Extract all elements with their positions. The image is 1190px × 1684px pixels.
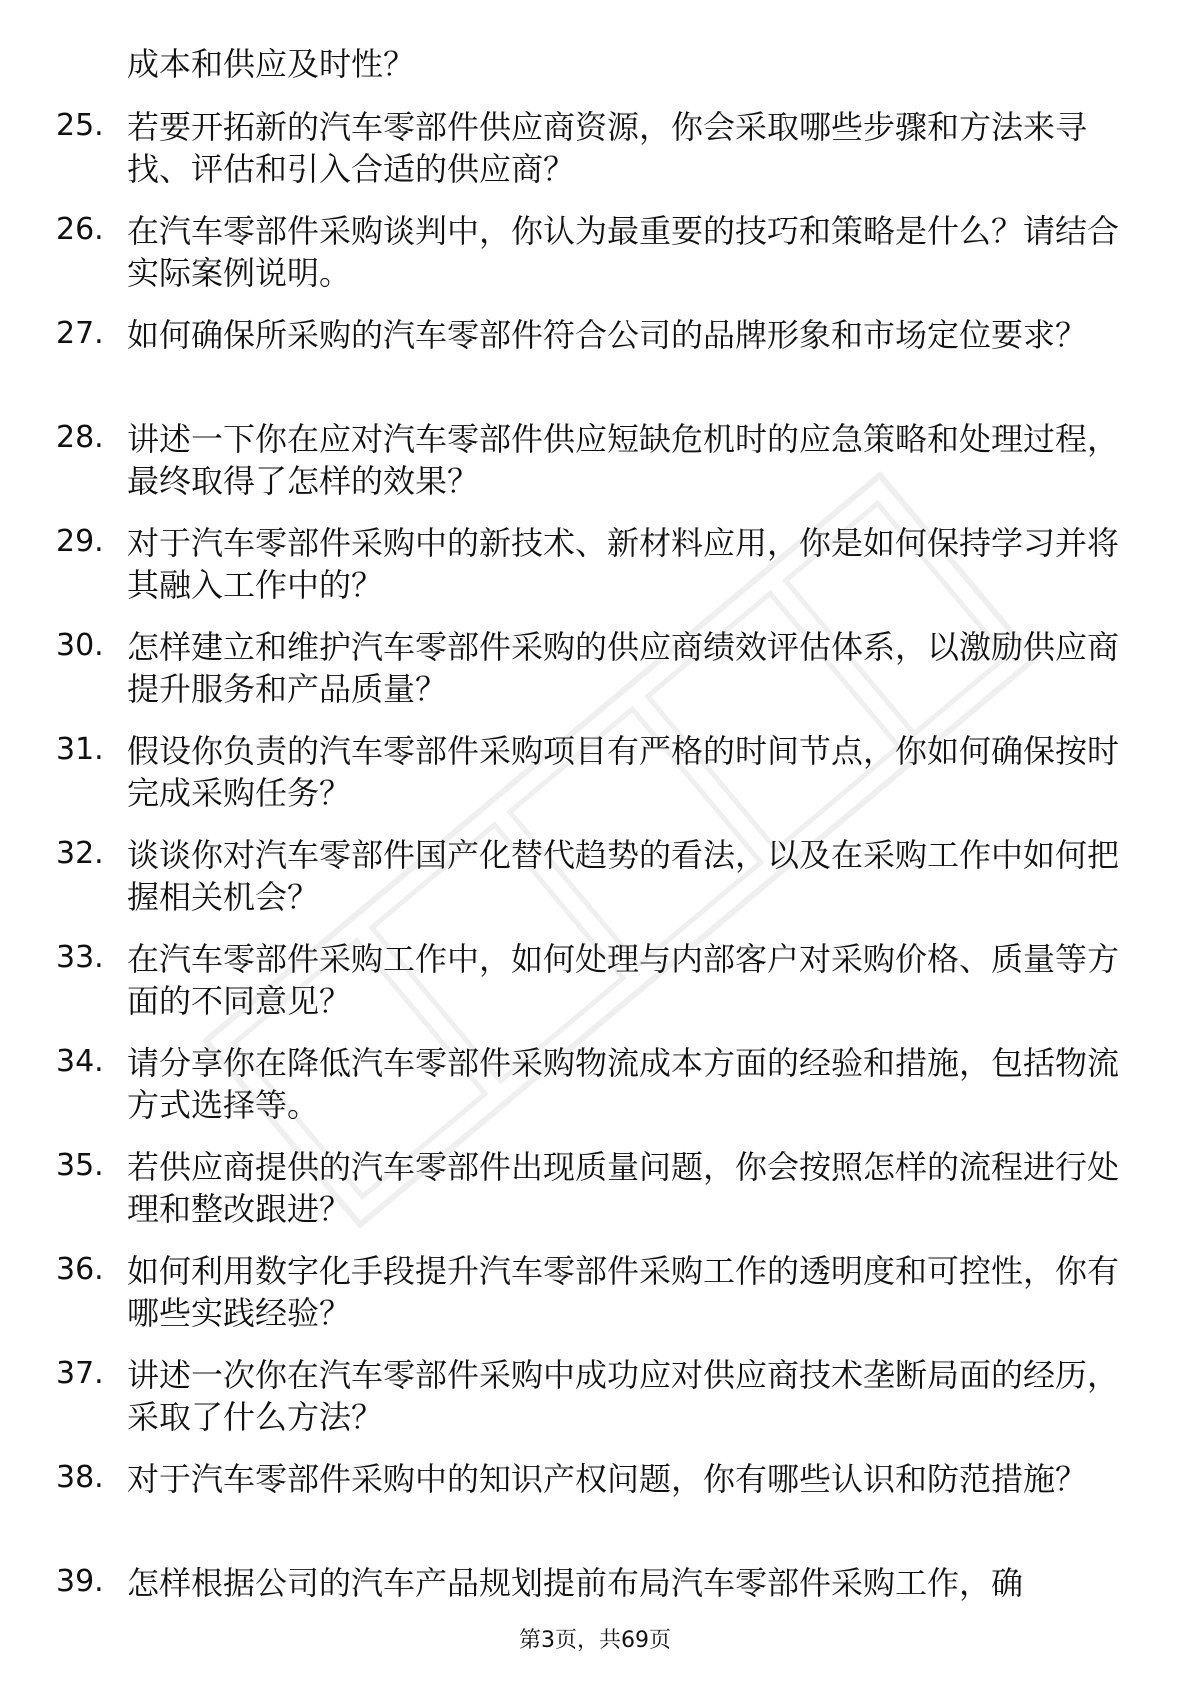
question-text: 对于汽车零部件采购中的新技术、新材料应用，你是如何保持学习并将其融入工作中的？ bbox=[127, 524, 1120, 604]
question-item bbox=[56, 626, 1126, 730]
question-item bbox=[56, 834, 1126, 938]
question-item bbox=[56, 1354, 1126, 1458]
question-number: 36. bbox=[56, 1252, 104, 1287]
question-item bbox=[56, 106, 1126, 210]
question-item bbox=[56, 522, 1126, 626]
question-text: 对于汽车零部件采购中的知识产权问题，你有哪些认识和防范措施？ bbox=[127, 1460, 1088, 1498]
question-number: 37. bbox=[56, 1356, 104, 1391]
question-text: 若要开拓新的汽车零部件供应商资源，你会采取哪些步骤和方法来寻找、评估和引入合适的供应商？ bbox=[127, 108, 1088, 188]
question-number: 39. bbox=[56, 1564, 104, 1599]
question-item bbox=[56, 1042, 1126, 1146]
question-number: 33. bbox=[56, 940, 104, 975]
question-number: 31. bbox=[56, 732, 104, 767]
question-text: 如何利用数字化手段提升汽车零部件采购工作的透明度和可控性，你有哪些实践经验？ bbox=[127, 1252, 1120, 1332]
question-text: 请分享你在降低汽车零部件采购物流成本方面的经验和措施，包括物流方式选择等。 bbox=[127, 1044, 1120, 1124]
question-text: 在汽车零部件采购工作中，如何处理与内部客户对采购价格、质量等方面的不同意见？ bbox=[127, 940, 1120, 1020]
question-number: 29. bbox=[56, 524, 104, 559]
question-item bbox=[56, 730, 1126, 834]
question-item bbox=[56, 938, 1126, 1042]
question-text: 怎样建立和维护汽车零部件采购的供应商绩效评估体系，以激励供应商提升服务和产品质量？ bbox=[127, 628, 1120, 708]
question-number: 26. bbox=[56, 212, 104, 247]
question-text: 假设你负责的汽车零部件采购项目有严格的时间节点，你如何确保按时完成采购任务？ bbox=[127, 732, 1120, 812]
question-text: 在汽车零部件采购谈判中，你认为最重要的技巧和策略是什么？请结合实际案例说明。 bbox=[127, 212, 1120, 292]
question-text: 讲述一下你在应对汽车零部件供应短缺危机时的应急策略和处理过程，最终取得了怎样的效果？ bbox=[127, 420, 1120, 500]
question-item bbox=[56, 210, 1126, 314]
question-text: 谈谈你对汽车零部件国产化替代趋势的看法，以及在采购工作中如何把握相关机会？ bbox=[127, 836, 1120, 916]
question-item bbox=[56, 1458, 1126, 1562]
question-number: 35. bbox=[56, 1148, 104, 1183]
question-number: 32. bbox=[56, 836, 104, 871]
question-text: 若供应商提供的汽车零部件出现质量问题，你会按照怎样的流程进行处理和整改跟进？ bbox=[127, 1148, 1120, 1228]
question-number: 34. bbox=[56, 1044, 104, 1079]
question-number: 25. bbox=[56, 108, 104, 143]
question-text: 如何确保所采购的汽车零部件符合公司的品牌形象和市场定位要求？ bbox=[127, 316, 1088, 354]
question-list bbox=[56, 106, 1126, 1618]
question-item bbox=[56, 314, 1126, 418]
page-footer: 第3页，共69页 bbox=[519, 1628, 671, 1653]
question-item bbox=[56, 418, 1126, 522]
question-number: 27. bbox=[56, 316, 104, 351]
question-number: 30. bbox=[56, 628, 104, 663]
question-number: 38. bbox=[56, 1460, 104, 1495]
question-text: 讲述一次你在汽车零部件采购中成功应对供应商技术垄断局面的经历，采取了什么方法？ bbox=[127, 1356, 1120, 1436]
question-item bbox=[56, 1146, 1126, 1250]
question-text: 怎样根据公司的汽车产品规划提前布局汽车零部件采购工作，确 bbox=[127, 1564, 1024, 1602]
continuation-text: 成本和供应及时性？ bbox=[127, 45, 416, 83]
question-item bbox=[56, 1250, 1126, 1354]
question-item bbox=[56, 1562, 1126, 1618]
question-number: 28. bbox=[56, 420, 104, 455]
